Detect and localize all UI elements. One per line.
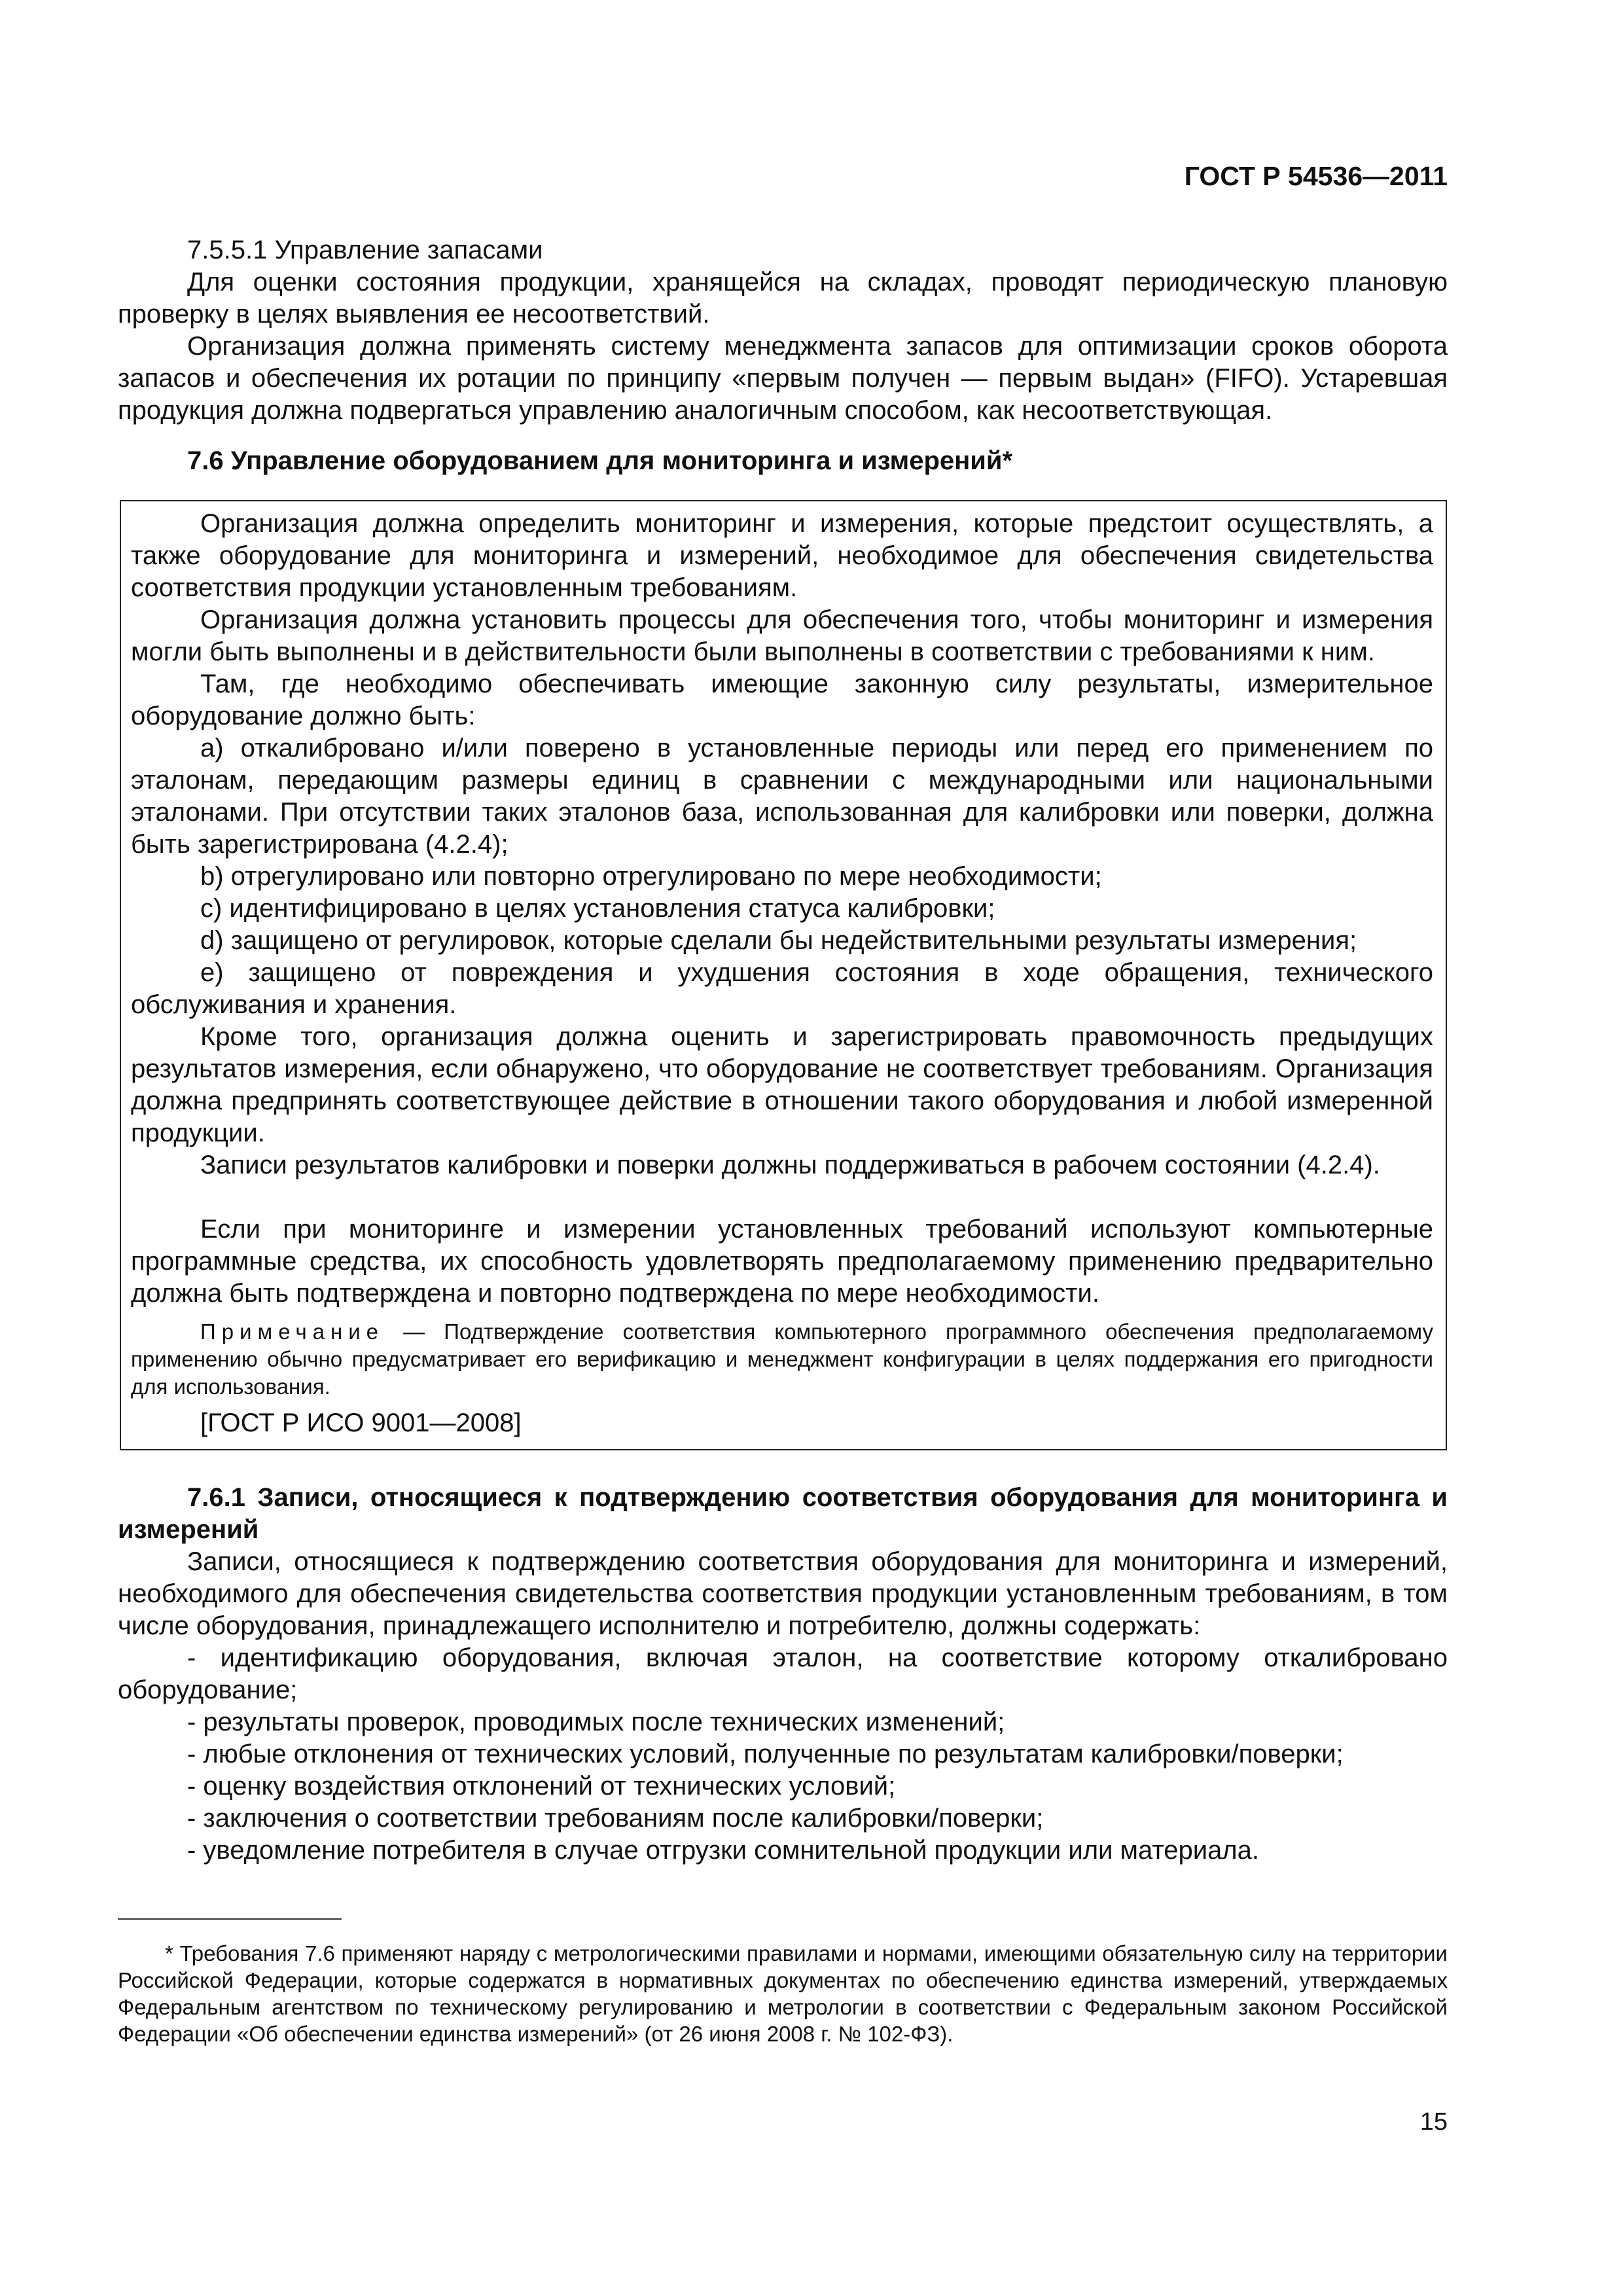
note-label: Примечание bbox=[200, 1319, 385, 1344]
list-item: - уведомление потребителя в случае отгрузки сомнительной продукции или материала. bbox=[187, 1836, 1260, 1865]
box-note bbox=[131, 1318, 1433, 1401]
box-paragraph-5: Записи результатов калибровки и поверки должны поддерживаться в рабочем состоянии (4.2.4). bbox=[200, 1151, 1380, 1179]
box-reference: [ГОСТ Р ИСО 9001—2008] bbox=[200, 1408, 522, 1437]
box-item-c: c) идентифицировано в целях установления статуса калибровки; bbox=[200, 894, 995, 923]
section-76-title: 7.6 Управление оборудованием для мониторинга и измерений* bbox=[187, 446, 1013, 475]
list-item: - результаты проверок, проводимых после технических изменений; bbox=[187, 1708, 1005, 1736]
section-761-title: 7.6.1 Записи, относящиеся к подтверждению соответствия оборудования для мониторинга и измерений bbox=[118, 1483, 1448, 1544]
footnote: * Требования 7.6 применяют наряду с метрологическими правилами и нормами, имеющими обязательную силу на территории Российской Федерации, которые содержатся в нормативных документах по обеспечению единства измерений, утверждаемых Федеральным агентством по техническому регулированию и метрологии в соответствии с Федеральным законом Российской Федерации «Об обеспечении единства измерений» (от 26 июня 2008 г. № 102-ФЗ). bbox=[118, 1941, 1448, 2046]
list-item: - идентификацию оборудования, включая эталон, на соответствие которому откалибровано оборудование; bbox=[118, 1643, 1448, 1704]
box-item-d: d) защищено от регулировок, которые сделали бы недействительными результаты измерения; bbox=[200, 926, 1357, 955]
box-paragraph-4: Кроме того, организация должна оценить и зарегистрировать правомочность предыдущих результатов измерения, если обнаружено, что оборудование не соответствует требованиям. Организация должна предпринять соответствующее действие в отношении такого оборудования и любой измеренной продукции. bbox=[131, 1022, 1433, 1147]
section-7551-paragraph-1: Для оценки состояния продукции, хранящейся на складах, проводят периодическую плановую проверку в целях выявления ее несоответствий. bbox=[118, 268, 1448, 329]
box-paragraph-1: Организация должна определить мониторинг и измерения, которые предстоит осуществлять, а также оборудование для мониторинга и измерений, необходимое для обеспечения свидетельства соответствия продукции установленным требованиям. bbox=[131, 509, 1433, 602]
footnote-divider bbox=[118, 1918, 342, 1920]
section-761-paragraph-1: Записи, относящиеся к подтверждению соответствия оборудования для мониторинга и измерений, необходимого для обеспечения свидетельства соответствия продукции установленным требованиям, в том числе оборудования, принадлежащего исполнителю и потребителю, должны содержать: bbox=[118, 1547, 1448, 1640]
box-paragraph-6: Если при мониторинге и измерении установленных требований используют компьютерные программные средства, их способность удовлетворять предполагаемому применению предварительно должна быть подтверждена и повторно подтверждена по мере необходимости. bbox=[131, 1215, 1433, 1308]
document-header-id: ГОСТ Р 54536—2011 bbox=[1184, 161, 1448, 191]
box-item-a: a) откалибровано и/или поверено в установленные периоды или перед его применением по эталонам, передающим размеры единиц в сравнении с международными или национальными эталонами. При отсутствии таких эталонов база, использованная для калибровки или поверки, должна быть зарегистрирована (4.2.4); bbox=[131, 734, 1433, 859]
note-text: — Подтверждение соответствия компьютерного программного обеспечения предполагаемому применению обычно предусматривает его верификацию и менеджмент конфигурации в целях поддержания его пригодности для использования. bbox=[131, 1319, 1433, 1399]
box-paragraph-2: Организация должна установить процессы для обеспечения того, чтобы мониторинг и измерения могли быть выполнены и в действительности были выполнены в соответствии с требованиями к ним. bbox=[131, 605, 1433, 666]
box-item-b: b) отрегулировано или повторно отрегулировано по мере необходимости; bbox=[200, 862, 1102, 891]
list-item: - заключения о соответствии требованиям после калибровки/поверки; bbox=[187, 1804, 1044, 1833]
section-7551-title: 7.5.5.1 Управление запасами bbox=[187, 236, 543, 264]
section-7551-paragraph-2: Организация должна применять систему менеджмента запасов для оптимизации сроков оборота запасов и обеспечения их ротации по принципу «первым получен — первым выдан» (FIFO). Устаревшая продукция должна подвергаться управлению аналогичным способом, как несоответствующая. bbox=[118, 332, 1448, 425]
box-paragraph-3: Там, где необходимо обеспечивать имеющие законную силу результаты, измерительное оборудование должно быть: bbox=[131, 670, 1433, 730]
page-number: 15 bbox=[1419, 2108, 1448, 2136]
box-item-e: e) защищено от повреждения и ухудшения состояния в ходе обращения, технического обслуживания и хранения. bbox=[131, 958, 1433, 1019]
list-item: - оценку воздействия отклонений от технических условий; bbox=[187, 1772, 896, 1801]
list-item: - любые отклонения от технических условий, полученные по результатам калибровки/поверки; bbox=[187, 1740, 1344, 1768]
